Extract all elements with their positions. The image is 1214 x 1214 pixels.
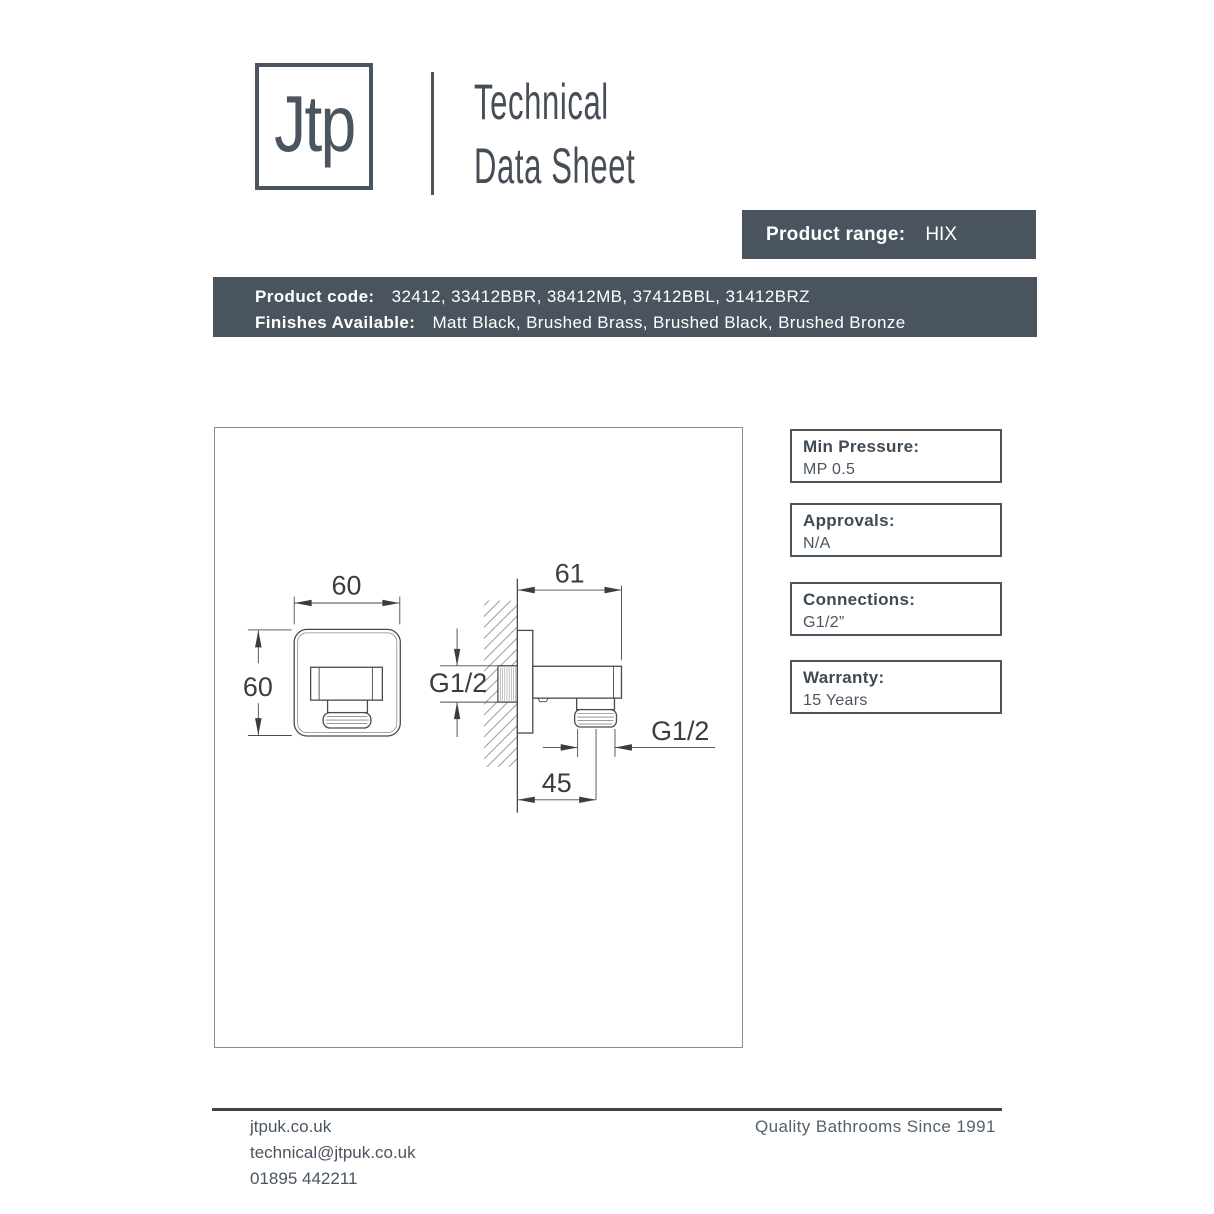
jtp-logo: [255, 63, 373, 190]
spec-label: Min Pressure:: [803, 437, 920, 456]
dim-outlet-thread-label: G1/2: [651, 715, 710, 746]
dim-side-depth-label: 61: [554, 558, 585, 589]
spec-label: Connections:: [803, 590, 916, 609]
page-title-line1: Technical: [474, 74, 609, 130]
product-code-label: Product code:: [255, 287, 375, 306]
spec-box-warranty: [790, 660, 1002, 714]
page-title: [474, 70, 635, 198]
footer-contact: [250, 1114, 416, 1192]
page-title-line2: Data Sheet: [474, 138, 636, 194]
product-range-banner: [742, 210, 1036, 259]
header-divider: [431, 72, 434, 195]
dim-side-offset: [518, 729, 596, 803]
product-code-value: 32412, 33412BBR, 38412MB, 37412BBL, 31412BRZ: [391, 287, 810, 306]
footer-divider: [212, 1108, 1002, 1111]
dim-front-width: [294, 571, 400, 625]
front-view: [294, 629, 400, 736]
dim-front-height: [241, 630, 292, 736]
dim-side-offset-label: 45: [541, 767, 572, 798]
footer-phone: 01895 442211: [250, 1169, 358, 1188]
dim-front-width-label: 60: [331, 570, 362, 601]
jtp-logo-text: Jtp: [273, 78, 355, 168]
product-range-value: HIX: [925, 223, 958, 245]
product-info-banner: [213, 277, 1037, 337]
dim-front-height-label: 60: [242, 672, 273, 703]
spec-label: Approvals:: [803, 511, 895, 530]
product-range-label: Product range:: [766, 223, 906, 245]
spec-value: N/A: [803, 535, 831, 552]
footer-email: technical@jtpuk.co.uk: [250, 1143, 416, 1162]
dim-inlet-thread-label: G1/2: [428, 668, 488, 699]
drawing-frame: [214, 427, 743, 1048]
dim-outlet-thread: [543, 716, 715, 757]
product-code-row: [255, 284, 1037, 310]
finishes-label: Finishes Available:: [255, 313, 416, 332]
spec-label: Warranty:: [803, 668, 885, 687]
finishes-value: Matt Black, Brushed Brass, Brushed Black, Brushed Bronze: [432, 313, 906, 332]
spec-value: G1/2”: [803, 614, 845, 631]
spec-box-min-pressure: [790, 429, 1002, 483]
spec-box-approvals: [790, 503, 1002, 557]
footer-website: jtpuk.co.uk: [250, 1117, 332, 1136]
footer-tagline: Quality Bathrooms Since 1991: [755, 1117, 996, 1136]
spec-box-connections: [790, 582, 1002, 636]
spec-value: MP 0.5: [803, 461, 856, 478]
technical-drawing: [215, 428, 742, 1047]
finishes-row: [255, 310, 1037, 336]
spec-value: 15 Years: [803, 692, 868, 709]
